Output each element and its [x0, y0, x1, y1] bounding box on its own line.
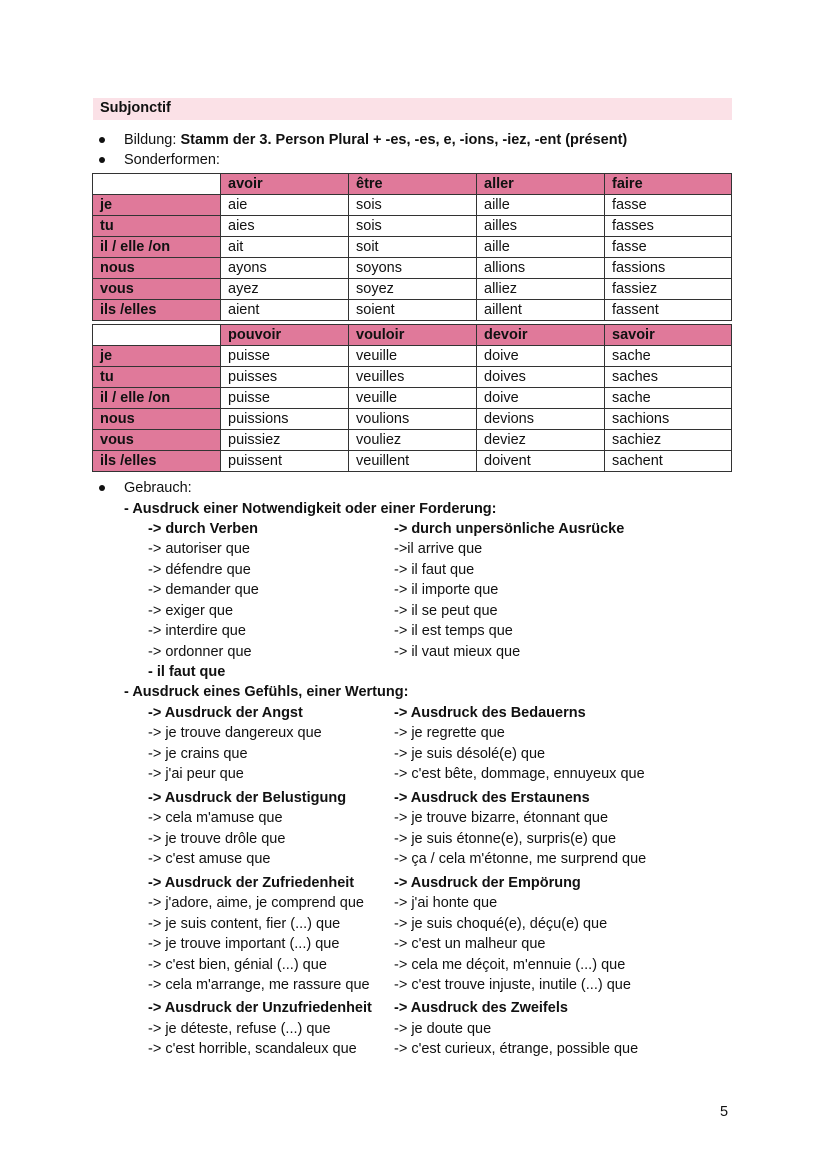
table-cell: sache: [605, 346, 732, 367]
table-cell: devions: [477, 409, 605, 430]
feeling-heading: - Ausdruck eines Gefühls, einer Wertung:: [124, 684, 409, 700]
list-item: -> c'est curieux, étrange, possible que: [394, 1041, 639, 1057]
list-item: -> demander que: [148, 582, 259, 598]
list-item: -> il importe que: [394, 582, 499, 598]
table-header-cell: faire: [605, 174, 732, 195]
table-cell: aille: [477, 237, 605, 258]
group-title: -> Ausdruck der Angst: [148, 705, 303, 721]
pronoun-cell: nous: [93, 409, 221, 430]
list-item: -> c'est trouve injuste, inutile (...) que: [394, 977, 631, 993]
table-cell: aillent: [477, 300, 605, 321]
necessity-right-title: -> durch unpersönliche Ausrücke: [394, 521, 625, 537]
group-title: -> Ausdruck der Unzufriedenheit: [148, 1000, 372, 1016]
table-header-row: [93, 174, 732, 195]
group-title: -> Ausdruck der Empörung: [394, 875, 581, 891]
table-cell: ailles: [477, 216, 605, 237]
gebrauch-label: Gebrauch:: [124, 480, 192, 496]
list-item: -> exiger que: [148, 603, 234, 619]
list-item: -> autoriser que: [148, 541, 250, 557]
table-cell: doive: [477, 346, 605, 367]
table-cell: puisse: [221, 388, 349, 409]
list-item: -> ordonner que: [148, 644, 252, 660]
list-item: -> il faut que: [394, 562, 475, 578]
bullet-dot: [99, 137, 105, 143]
list-item: -> je trouve drôle que: [148, 831, 286, 847]
table-cell: soyons: [349, 258, 477, 279]
table-cell: sois: [349, 216, 477, 237]
section-title: Subjonctif: [100, 100, 171, 116]
table-header-cell: devoir: [477, 325, 605, 346]
table-cell: veuillent: [349, 451, 477, 472]
table-row: [93, 346, 732, 367]
list-item: -> il est temps que: [394, 623, 513, 639]
pronoun-cell: vous: [93, 279, 221, 300]
pronoun-cell: vous: [93, 430, 221, 451]
list-item: -> je suis choqué(e), déçu(e) que: [394, 916, 608, 932]
table-cell: puissent: [221, 451, 349, 472]
pronoun-cell: je: [93, 195, 221, 216]
table-cell: ayez: [221, 279, 349, 300]
table-row: [93, 367, 732, 388]
pronoun-cell: tu: [93, 216, 221, 237]
table-row: [93, 300, 732, 321]
table-cell: soit: [349, 237, 477, 258]
table-cell: vouliez: [349, 430, 477, 451]
table-cell: ayons: [221, 258, 349, 279]
list-item: -> il vaut mieux que: [394, 644, 521, 660]
list-item: -> j'adore, aime, je comprend que: [148, 895, 364, 911]
list-item: -> je déteste, refuse (...) que: [148, 1021, 331, 1037]
table-row: [93, 451, 732, 472]
pronoun-cell: nous: [93, 258, 221, 279]
list-item: -> c'est amuse que: [148, 851, 271, 867]
table-cell: sachions: [605, 409, 732, 430]
table-cell: doives: [477, 367, 605, 388]
list-item: -> j'ai honte que: [394, 895, 498, 911]
list-item: -> défendre que: [148, 562, 251, 578]
necessity-heading: - Ausdruck einer Notwendigkeit oder einer Forderung:: [124, 501, 497, 517]
table-row: [93, 216, 732, 237]
list-item: -> je trouve important (...) que: [148, 936, 340, 952]
list-item: -> je trouve bizarre, étonnant que: [394, 810, 609, 826]
table-cell: fasse: [605, 195, 732, 216]
table-cell: veuille: [349, 388, 477, 409]
table-header-cell: être: [349, 174, 477, 195]
bildung-rule: Stamm der 3. Person Plural + -es, -es, e, -ions, -iez, -ent (présent): [180, 132, 628, 148]
bullet-dot: [99, 485, 105, 491]
pronoun-cell: il / elle /on: [93, 237, 221, 258]
table-corner-cell: [93, 174, 221, 195]
group-title: -> Ausdruck des Erstaunens: [394, 790, 590, 806]
list-item: -> cela me déçoit, m'ennuie (...) que: [394, 957, 626, 973]
table-row: [93, 237, 732, 258]
table-cell: saches: [605, 367, 732, 388]
table-cell: fassions: [605, 258, 732, 279]
table-cell: puisses: [221, 367, 349, 388]
pronoun-cell: ils /elles: [93, 300, 221, 321]
necessity-left-title: -> durch Verben: [148, 521, 258, 537]
table-corner-cell: [93, 325, 221, 346]
table-cell: voulions: [349, 409, 477, 430]
list-item: -> c'est un malheur que: [394, 936, 546, 952]
list-item: -> je doute que: [394, 1021, 492, 1037]
table-cell: soyez: [349, 279, 477, 300]
table-cell: sachiez: [605, 430, 732, 451]
table-row: [93, 430, 732, 451]
bildung-label: Bildung:: [124, 132, 181, 148]
table-row: [93, 409, 732, 430]
list-item-extra: - il faut que: [148, 664, 226, 680]
table-cell: alliez: [477, 279, 605, 300]
table-cell: aille: [477, 195, 605, 216]
table-cell: doivent: [477, 451, 605, 472]
pronoun-cell: il / elle /on: [93, 388, 221, 409]
conjugation-table-2: [92, 324, 732, 472]
list-item: -> cela m'arrange, me rassure que: [148, 977, 370, 993]
list-item: -> il se peut que: [394, 603, 498, 619]
table-cell: aie: [221, 195, 349, 216]
pronoun-cell: ils /elles: [93, 451, 221, 472]
list-item: -> cela m'amuse que: [148, 810, 283, 826]
table-cell: veuille: [349, 346, 477, 367]
table-row: [93, 388, 732, 409]
list-item: ->il arrive que: [394, 541, 483, 557]
table-cell: sachent: [605, 451, 732, 472]
list-item: -> je suis content, fier (...) que: [148, 916, 341, 932]
table-cell: fassent: [605, 300, 732, 321]
list-item: -> c'est horrible, scandaleux que: [148, 1041, 357, 1057]
table-header-cell: avoir: [221, 174, 349, 195]
table-cell: sois: [349, 195, 477, 216]
group-title: -> Ausdruck des Bedauerns: [394, 705, 586, 721]
table-row: [93, 195, 732, 216]
list-item: -> je suis étonne(e), surpris(e) que: [394, 831, 617, 847]
table-cell: allions: [477, 258, 605, 279]
table-cell: aies: [221, 216, 349, 237]
pronoun-cell: tu: [93, 367, 221, 388]
table-cell: fasses: [605, 216, 732, 237]
table-cell: veuilles: [349, 367, 477, 388]
list-item: -> ça / cela m'étonne, me surprend que: [394, 851, 647, 867]
table-cell: aient: [221, 300, 349, 321]
table-cell: puissiez: [221, 430, 349, 451]
table-cell: soient: [349, 300, 477, 321]
pronoun-cell: je: [93, 346, 221, 367]
list-item: -> je suis désolé(e) que: [394, 746, 546, 762]
table-cell: fassiez: [605, 279, 732, 300]
list-item: -> c'est bien, génial (...) que: [148, 957, 327, 973]
sonderformen-label: Sonderformen:: [124, 152, 220, 168]
table-cell: sache: [605, 388, 732, 409]
list-item: -> je regrette que: [394, 725, 505, 741]
group-title: -> Ausdruck der Zufriedenheit: [148, 875, 355, 891]
list-item: -> je trouve dangereux que: [148, 725, 322, 741]
table-cell: puisse: [221, 346, 349, 367]
group-title: -> Ausdruck des Zweifels: [394, 1000, 568, 1016]
table-header-cell: pouvoir: [221, 325, 349, 346]
table-cell: fasse: [605, 237, 732, 258]
table-row: [93, 279, 732, 300]
table-cell: ait: [221, 237, 349, 258]
bullet-dot: [99, 157, 105, 163]
list-item: -> j'ai peur que: [148, 766, 244, 782]
conjugation-table-1: [92, 173, 732, 321]
list-item: -> c'est bête, dommage, ennuyeux que: [394, 766, 645, 782]
table-header-cell: vouloir: [349, 325, 477, 346]
table-cell: puissions: [221, 409, 349, 430]
group-title: -> Ausdruck der Belustigung: [148, 790, 347, 806]
list-item: -> interdire que: [148, 623, 246, 639]
page-number: 5: [720, 1104, 729, 1120]
table-cell: doive: [477, 388, 605, 409]
table-header-row: [93, 325, 732, 346]
table-row: [93, 258, 732, 279]
table-cell: deviez: [477, 430, 605, 451]
section-header: [93, 98, 732, 120]
table-header-cell: aller: [477, 174, 605, 195]
table-header-cell: savoir: [605, 325, 732, 346]
list-item: -> je crains que: [148, 746, 248, 762]
